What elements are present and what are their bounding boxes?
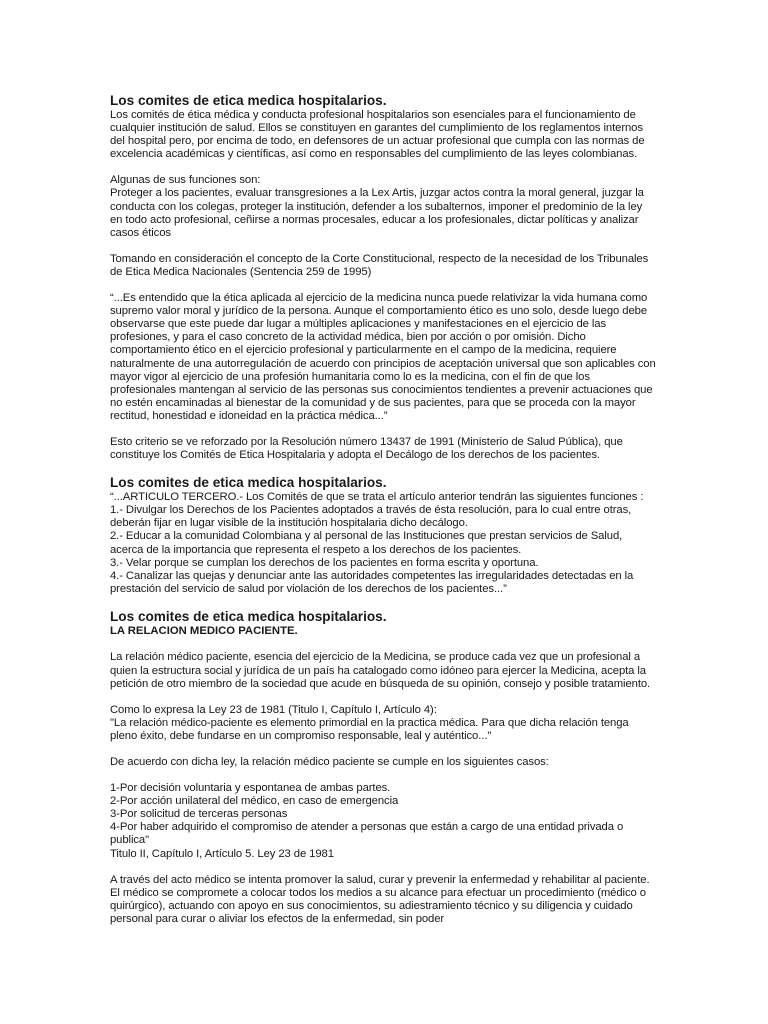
list-item: 2.- Educar a la comunidad Colombiana y al personal de las Instituciones que prestan servicios de Salud, acerca de la importancia que representa el respeto a los derechos de los pacientes. [110,530,623,556]
list-item: 3.- Velar porque se cumplan los derechos de los pacientes en forma escrita y oportuna. [110,556,539,569]
document-body [110,93,656,926]
list-item: 4-Por haber adquirido el compromiso de atender a personas que están a cargo de una entidad privada o publica" [110,821,624,847]
section-title: Los comites de etica medica hospitalarios. [110,608,387,624]
list-item: 3-Por solicitud de terceras personas [110,808,288,821]
paragraph-relation: La relación médico paciente, esencia del ejercicio de la Medicina, se produce cada vez que un profesional a quien la estructura social y jurídica de un país ha catalogado como idóneo para ejercer la Medicina, acepta la petición de otro miembro de la sociedad que acude en búsqueda de su opinión, consejo y posible tratamiento. [110,651,651,690]
functions-heading: Algunas de sus funciones son: [110,174,261,187]
list-item: 1-Por decisión voluntaria y espontanea de ambas partes. [110,782,391,795]
section-title: Los comites de etica medica hospitalarios. [110,93,387,108]
court-intro: Tomando en consideración el concepto de la Corte Constitucional, respecto de la necesidad de los Tribunales de Etica Medica Nacionales (Sentencia 259 de 1995) [110,252,649,278]
court-quote: “...Es entendido que la ética aplicada al ejercicio de la medicina nunca puede relativizar la vida humana como supremo valor moral y jurídico de la persona. Aunque el comportamiento ético es uno solo, desde luego debe observarse que este puede dar lugar a múltiples aplicaciones y manifestaciones en el ejercicio de las profesiones, y para el caso concreto de la actividad médica, bien por acción o por omisión. Dicho comportamiento ético en el ejercicio profesional y particularmente en el campo de la medicina, requiere naturalmente de una autorregulación de acuerdo con principios de aceptación universal que son aplicables con mayor vigor al ejercicio de una profesión humanitaria como lo es la medicina, con el fin de que los profesionales mantengan al servicio de las personas sus conocimientos tendientes a prevenir actuaciones que no estén encaminadas al bienestar de la comunidad y de sus pacientes, para que se proceda con la mayor rectitud, honestidad e idoneidad en la práctica médica...” [110,292,656,422]
paragraph-intro: Los comités de ética médica y conducta profesional hospitalarios son esenciales para el funcionamiento de cualquier institución de salud. Ellos se constituyen en garantes del cumplimiento de los reglamentos internos del hospital pero, por encima de todo, en defensores de un actuar profesional que cumpla con las normas de excelencia académicas y científicas, así como en responsables del cumplimiento de las leyes colombianas. [110,109,645,161]
section-title: Los comites de etica medica hospitalarios. [110,475,387,491]
list-item: 1.- Divulgar los Derechos de los Pacientes adoptados a través de ésta resolución, para lo cual entre otras, deberán fijar en lugar visible de la institución hospitalaria dicho decálogo. [110,504,632,530]
resolution-paragraph: Esto criterio se ve reforzado por la Resolución número 13437 de 1991 (Ministerio de Salud Pública), que constituye los Comités de Etica Hospitalaria y adopta el Decálogo de los derechos de los pacientes. [110,435,623,462]
law-intro: Como lo expresa la Ley 23 de 1981 (Titulo I, Capítulo I, Artículo 4): [110,703,437,716]
law-quote: "La relación médico-paciente es elemento primordial en la practica médica. Para que dicha relación tenga pleno éxito, debe fundarse en un compromiso responsable, leal y auténtico..." [110,716,629,742]
list-item: 2-Por acción unilateral del médico, en caso de emergencia [110,795,399,808]
cases-reference: Titulo II, Capítulo I, Artículo 5. Ley 23 de 1981 [110,847,334,860]
cases-intro: De acuerdo con dicha ley, la relación médico paciente se cumple en los siguientes casos: [110,755,549,768]
paragraph-last: A través del acto médico se intenta promover la salud, curar y prevenir la enfermedad y rehabilitar al paciente. El médico se compromete a colocar todos los medios a su alcance para efectuar un procedimiento (médico o quirúrgico), actuando con apoyo en sus conocimientos, su adiestramiento técnico y su diligencia y cuidado personal para curar o aliviar los efectos de la enfermedad, sin poder [110,873,650,925]
article-intro: “...ARTICULO TERCERO.- Los Comités de que se trata el artículo anterior tendrán las siguientes funciones : [110,491,644,504]
section-subtitle: LA RELACION MEDICO PACIENTE. [110,624,298,637]
functions-text: Proteger a los pacientes, evaluar transgresiones a la Lex Artis, juzgar actos contra la moral general, juzgar la conducta con los colegas, proteger la institución, defender a los subalternos, imponer el predominio de la ley en todo acto profesional, ceñirse a normas procesales, educar a los profesionales, dictar políticas y analizar casos éticos [110,187,644,239]
list-item: 4.- Canalizar las quejas y denunciar ante las autoridades competentes las irregularidades detectadas en la prestación del servicio de salud por violación de los derechos de los pacientes...” [110,569,634,595]
